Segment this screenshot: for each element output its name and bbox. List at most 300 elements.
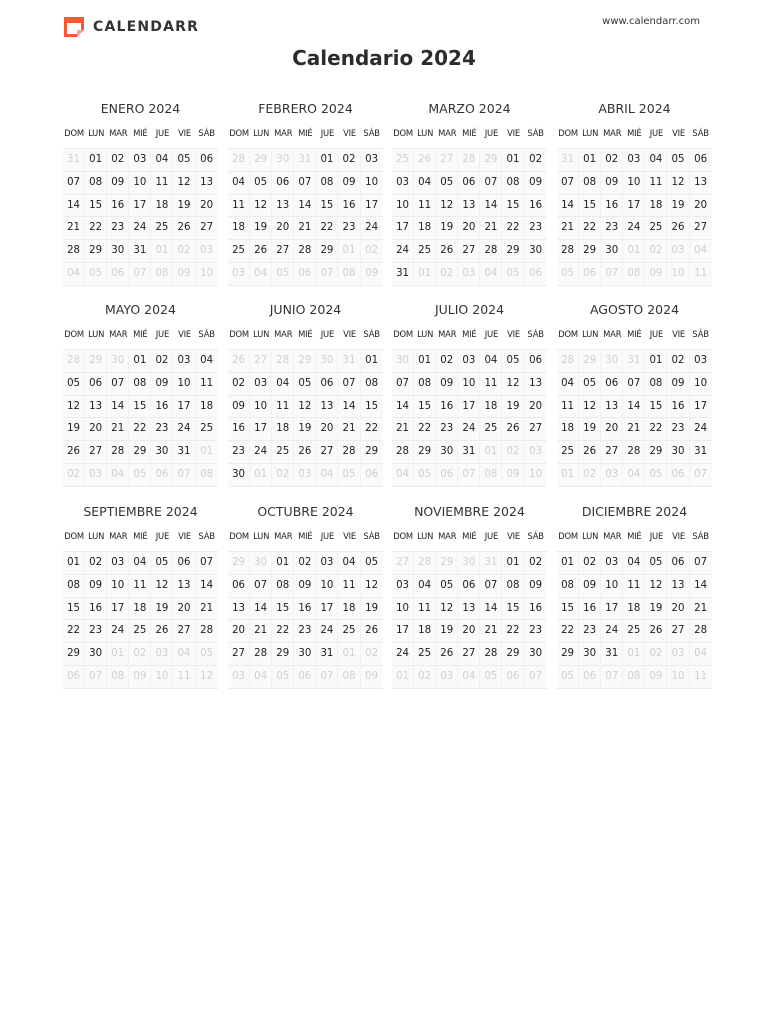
- adjacent-month-day: 31: [338, 350, 360, 372]
- week-row: [392, 373, 547, 396]
- day-cell: 13: [458, 598, 480, 620]
- day-cell: 22: [316, 217, 338, 239]
- day-cell: 08: [85, 172, 107, 194]
- website-url[interactable]: www.calendarr.com: [602, 16, 700, 27]
- adjacent-month-day: 03: [601, 464, 623, 486]
- day-cell: 12: [667, 172, 689, 194]
- adjacent-month-day: 04: [623, 464, 645, 486]
- adjacent-month-day: 29: [250, 149, 272, 171]
- day-cell: 25: [129, 620, 151, 642]
- day-cell: 03: [392, 172, 414, 194]
- day-cell: 25: [557, 441, 579, 463]
- day-cell: 21: [294, 217, 316, 239]
- week-row: [228, 195, 383, 218]
- day-cell: 30: [151, 441, 173, 463]
- day-cell: 30: [579, 643, 601, 665]
- day-cell: 07: [63, 172, 85, 194]
- day-cell: 03: [365, 154, 379, 165]
- adjacent-month-day: 07: [129, 263, 151, 285]
- week-row: [557, 240, 712, 263]
- week-row: [63, 464, 218, 487]
- adjacent-month-day: 07: [601, 666, 623, 688]
- adjacent-month-day: 09: [173, 263, 195, 285]
- day-cell: 30: [667, 441, 689, 463]
- day-cell: 22: [414, 418, 436, 440]
- week-row: [228, 240, 383, 263]
- weekday-label: SÁB: [527, 128, 544, 138]
- adjacent-month-day: 30: [458, 552, 480, 574]
- day-cell: 07: [338, 373, 360, 395]
- adjacent-month-day: 04: [392, 464, 414, 486]
- adjacent-month-day: 03: [228, 263, 250, 285]
- day-cell: 30: [294, 643, 316, 665]
- day-cell: 25: [200, 423, 214, 435]
- adjacent-month-day: 05: [414, 464, 436, 486]
- day-cell: 28: [557, 240, 579, 262]
- day-cell: 19: [173, 195, 195, 217]
- weekday-label: JUE: [155, 531, 170, 541]
- week-row: [392, 396, 547, 419]
- adjacent-month-day: 05: [272, 666, 294, 688]
- day-cell: 18: [272, 418, 294, 440]
- day-cell: 16: [579, 598, 601, 620]
- day-cell: 09: [85, 575, 107, 597]
- month-days: [228, 148, 383, 286]
- day-cell: 30: [85, 643, 107, 665]
- day-cell: 21: [480, 217, 502, 239]
- week-row: [63, 575, 218, 598]
- day-cell: 11: [151, 172, 173, 194]
- day-cell: 25: [228, 240, 250, 262]
- weekday-label: DOM: [393, 531, 413, 541]
- day-cell: 06: [173, 552, 195, 574]
- day-cell: 19: [579, 418, 601, 440]
- day-cell: 03: [601, 552, 623, 574]
- weekday-label: MIÉ: [298, 531, 313, 541]
- day-cell: 17: [694, 400, 708, 412]
- week-row: [392, 149, 547, 172]
- week-row: [228, 643, 383, 666]
- month-calendar: [557, 503, 712, 689]
- adjacent-month-day: 02: [414, 666, 436, 688]
- adjacent-month-day: 08: [338, 263, 360, 285]
- adjacent-month-day: 27: [250, 350, 272, 372]
- adjacent-month-day: 05: [129, 464, 151, 486]
- adjacent-month-day: 07: [694, 468, 708, 480]
- day-cell: 11: [228, 195, 250, 217]
- day-cell: 15: [129, 396, 151, 418]
- month-title: MAYO 2024: [105, 302, 176, 317]
- weekday-label: MAR: [603, 329, 622, 339]
- adjacent-month-day: 30: [316, 350, 338, 372]
- day-cell: 06: [200, 154, 214, 165]
- day-cell: 21: [107, 418, 129, 440]
- day-cell: 24: [601, 620, 623, 642]
- weekday-label: MIÉ: [627, 128, 642, 138]
- day-cell: 22: [85, 217, 107, 239]
- day-cell: 16: [436, 396, 458, 418]
- day-cell: 09: [579, 575, 601, 597]
- day-cell: 22: [645, 418, 667, 440]
- day-cell: 28: [623, 441, 645, 463]
- day-cell: 30: [601, 240, 623, 262]
- day-cell: 11: [338, 575, 360, 597]
- week-row: [392, 598, 547, 621]
- adjacent-month-day: 06: [529, 267, 543, 279]
- day-cell: 18: [480, 396, 502, 418]
- adjacent-month-day: 29: [480, 149, 502, 171]
- day-cell: 15: [502, 195, 524, 217]
- adjacent-month-day: 04: [63, 263, 85, 285]
- day-cell: 16: [529, 199, 543, 211]
- adjacent-month-day: 09: [365, 267, 379, 279]
- day-cell: 09: [529, 176, 543, 188]
- weekday-label: MAR: [438, 531, 457, 541]
- adjacent-month-day: 26: [228, 350, 250, 372]
- adjacent-month-day: 31: [480, 552, 502, 574]
- weekday-header: [63, 531, 218, 543]
- adjacent-month-day: 06: [151, 464, 173, 486]
- adjacent-month-day: 03: [151, 643, 173, 665]
- day-cell: 15: [414, 396, 436, 418]
- day-cell: 19: [502, 396, 524, 418]
- day-cell: 02: [85, 552, 107, 574]
- adjacent-month-day: 02: [645, 643, 667, 665]
- day-cell: 07: [694, 557, 708, 568]
- adjacent-month-day: 30: [272, 149, 294, 171]
- day-cell: 13: [85, 396, 107, 418]
- day-cell: 20: [601, 418, 623, 440]
- weekday-label: MAR: [438, 128, 457, 138]
- week-row: [392, 620, 547, 643]
- weekday-label: MAR: [603, 531, 622, 541]
- adjacent-month-day: 11: [694, 267, 708, 279]
- day-cell: 18: [338, 598, 360, 620]
- day-cell: 04: [338, 552, 360, 574]
- day-cell: 18: [151, 195, 173, 217]
- adjacent-month-day: 28: [414, 552, 436, 574]
- adjacent-month-day: 06: [436, 464, 458, 486]
- day-cell: 31: [129, 240, 151, 262]
- day-cell: 21: [392, 418, 414, 440]
- weekday-label: VIE: [672, 329, 685, 339]
- weekday-label: VIE: [178, 329, 191, 339]
- adjacent-month-day: 09: [645, 263, 667, 285]
- weekday-label: DOM: [229, 531, 249, 541]
- day-cell: 10: [694, 377, 708, 389]
- day-cell: 04: [129, 552, 151, 574]
- day-cell: 08: [272, 575, 294, 597]
- weekday-label: MAR: [109, 128, 128, 138]
- page-title: Calendario 2024: [292, 46, 476, 70]
- adjacent-month-day: 29: [228, 552, 250, 574]
- adjacent-month-day: 07: [316, 263, 338, 285]
- adjacent-month-day: 10: [200, 267, 214, 279]
- month-days: [392, 148, 547, 286]
- day-cell: 27: [85, 441, 107, 463]
- day-cell: 17: [250, 418, 272, 440]
- day-cell: 17: [392, 217, 414, 239]
- day-cell: 08: [557, 575, 579, 597]
- weekday-label: MIÉ: [133, 329, 148, 339]
- weekday-label: DOM: [64, 329, 84, 339]
- adjacent-month-day: 11: [694, 670, 708, 682]
- day-cell: 04: [623, 552, 645, 574]
- day-cell: 20: [316, 418, 338, 440]
- day-cell: 02: [529, 557, 543, 568]
- day-cell: 07: [200, 557, 214, 568]
- day-cell: 26: [151, 620, 173, 642]
- day-cell: 10: [173, 373, 195, 395]
- weekday-label: JUE: [484, 531, 499, 541]
- day-cell: 09: [338, 172, 360, 194]
- calendar-logo-icon: [63, 16, 85, 38]
- day-cell: 09: [151, 373, 173, 395]
- day-cell: 12: [645, 575, 667, 597]
- day-cell: 24: [129, 217, 151, 239]
- day-cell: 02: [294, 552, 316, 574]
- day-cell: 14: [392, 396, 414, 418]
- day-cell: 10: [250, 396, 272, 418]
- day-cell: 02: [151, 350, 173, 372]
- day-cell: 28: [392, 441, 414, 463]
- day-cell: 20: [458, 217, 480, 239]
- day-cell: 07: [107, 373, 129, 395]
- weekday-header: [228, 128, 383, 140]
- day-cell: 07: [294, 172, 316, 194]
- weekday-label: JUE: [155, 128, 170, 138]
- adjacent-month-day: 01: [557, 464, 579, 486]
- day-cell: 04: [557, 373, 579, 395]
- adjacent-month-day: 25: [392, 149, 414, 171]
- adjacent-month-day: 04: [694, 648, 708, 660]
- day-cell: 25: [414, 643, 436, 665]
- adjacent-month-day: 28: [228, 149, 250, 171]
- day-cell: 05: [436, 575, 458, 597]
- day-cell: 03: [392, 575, 414, 597]
- day-cell: 29: [63, 643, 85, 665]
- adjacent-month-day: 03: [228, 666, 250, 688]
- day-cell: 17: [173, 396, 195, 418]
- day-cell: 21: [623, 418, 645, 440]
- weekday-label: LUN: [582, 531, 599, 541]
- week-row: [557, 464, 712, 487]
- week-row: [392, 350, 547, 373]
- day-cell: 31: [392, 263, 414, 285]
- week-row: [228, 441, 383, 464]
- day-cell: 12: [365, 579, 379, 591]
- weekday-label: DOM: [64, 531, 84, 541]
- month-calendar: [63, 503, 218, 689]
- day-cell: 23: [294, 620, 316, 642]
- day-cell: 19: [294, 418, 316, 440]
- day-cell: 31: [694, 446, 708, 458]
- day-cell: 10: [129, 172, 151, 194]
- weekday-label: MIÉ: [298, 329, 313, 339]
- day-cell: 22: [579, 217, 601, 239]
- weekday-label: LUN: [88, 531, 105, 541]
- adjacent-month-day: 06: [365, 468, 379, 480]
- day-cell: 18: [228, 217, 250, 239]
- day-cell: 17: [316, 598, 338, 620]
- day-cell: 13: [173, 575, 195, 597]
- day-cell: 04: [414, 172, 436, 194]
- day-cell: 17: [129, 195, 151, 217]
- weekday-label: MIÉ: [627, 531, 642, 541]
- day-cell: 14: [200, 579, 214, 591]
- day-cell: 14: [557, 195, 579, 217]
- adjacent-month-day: 04: [250, 263, 272, 285]
- weekday-label: SÁB: [692, 531, 709, 541]
- adjacent-month-day: 31: [623, 350, 645, 372]
- weekday-label: JUE: [649, 329, 664, 339]
- day-cell: 19: [436, 620, 458, 642]
- day-cell: 29: [502, 643, 524, 665]
- day-cell: 24: [173, 418, 195, 440]
- brand-logo: [63, 16, 199, 38]
- adjacent-month-day: 30: [250, 552, 272, 574]
- day-cell: 08: [63, 575, 85, 597]
- week-row: [557, 149, 712, 172]
- day-cell: 28: [338, 441, 360, 463]
- adjacent-month-day: 30: [107, 350, 129, 372]
- weekday-header: [392, 531, 547, 543]
- day-cell: 19: [365, 602, 379, 614]
- weekday-label: MIÉ: [462, 329, 477, 339]
- month-calendar: [392, 503, 547, 689]
- day-cell: 02: [107, 149, 129, 171]
- week-row: [557, 418, 712, 441]
- day-cell: 08: [502, 575, 524, 597]
- weekday-header: [63, 128, 218, 140]
- adjacent-month-day: 01: [623, 643, 645, 665]
- week-row: [63, 240, 218, 263]
- weekday-label: MAR: [603, 128, 622, 138]
- adjacent-month-day: 05: [557, 666, 579, 688]
- day-cell: 28: [294, 240, 316, 262]
- weekday-label: LUN: [582, 128, 599, 138]
- weekday-label: VIE: [343, 329, 356, 339]
- day-cell: 03: [107, 552, 129, 574]
- week-row: [392, 464, 547, 487]
- day-cell: 06: [272, 172, 294, 194]
- day-cell: 27: [458, 240, 480, 262]
- day-cell: 04: [480, 350, 502, 372]
- day-cell: 25: [151, 217, 173, 239]
- day-cell: 23: [529, 222, 543, 234]
- day-cell: 29: [316, 240, 338, 262]
- weekday-label: MAR: [274, 329, 293, 339]
- day-cell: 28: [200, 625, 214, 637]
- day-cell: 07: [392, 373, 414, 395]
- weekday-label: DOM: [64, 128, 84, 138]
- week-row: [63, 350, 218, 373]
- adjacent-month-day: 09: [645, 666, 667, 688]
- month-title: DICIEMBRE 2024: [581, 504, 688, 519]
- day-cell: 04: [228, 172, 250, 194]
- day-cell: 06: [694, 154, 708, 165]
- day-cell: 20: [667, 598, 689, 620]
- weekday-header: [557, 128, 712, 140]
- day-cell: 01: [557, 552, 579, 574]
- week-row: [63, 620, 218, 643]
- weekday-label: MIÉ: [133, 128, 148, 138]
- day-cell: 24: [694, 423, 708, 435]
- day-cell: 01: [129, 350, 151, 372]
- day-cell: 16: [151, 396, 173, 418]
- day-cell: 02: [667, 350, 689, 372]
- day-cell: 15: [557, 598, 579, 620]
- day-cell: 11: [557, 396, 579, 418]
- week-row: [63, 441, 218, 464]
- adjacent-month-day: 26: [414, 149, 436, 171]
- week-row: [63, 598, 218, 621]
- week-row: [557, 598, 712, 621]
- day-cell: 17: [365, 199, 379, 211]
- day-cell: 15: [579, 195, 601, 217]
- day-cell: 16: [601, 195, 623, 217]
- week-row: [392, 666, 547, 689]
- adjacent-month-day: 02: [173, 240, 195, 262]
- day-cell: 15: [316, 195, 338, 217]
- adjacent-month-day: 28: [557, 350, 579, 372]
- weekday-header: [557, 531, 712, 543]
- adjacent-month-day: 07: [85, 666, 107, 688]
- weekday-label: DOM: [229, 329, 249, 339]
- weekday-label: MIÉ: [462, 128, 477, 138]
- day-cell: 01: [316, 149, 338, 171]
- weekday-label: DOM: [393, 329, 413, 339]
- week-row: [228, 598, 383, 621]
- day-cell: 10: [623, 172, 645, 194]
- day-cell: 12: [294, 396, 316, 418]
- day-cell: 05: [645, 552, 667, 574]
- day-cell: 26: [579, 441, 601, 463]
- adjacent-month-day: 02: [502, 441, 524, 463]
- week-row: [228, 552, 383, 575]
- day-cell: 12: [173, 172, 195, 194]
- day-cell: 29: [502, 240, 524, 262]
- day-cell: 15: [502, 598, 524, 620]
- day-cell: 07: [480, 575, 502, 597]
- day-cell: 02: [338, 149, 360, 171]
- month-calendar: [228, 301, 383, 487]
- day-cell: 11: [645, 172, 667, 194]
- day-cell: 18: [645, 195, 667, 217]
- day-cell: 05: [63, 373, 85, 395]
- day-cell: 06: [458, 575, 480, 597]
- month-calendar: [228, 100, 383, 286]
- day-cell: 27: [228, 643, 250, 665]
- week-row: [392, 441, 547, 464]
- day-cell: 01: [272, 552, 294, 574]
- month-title: AGOSTO 2024: [589, 302, 680, 317]
- day-cell: 04: [151, 149, 173, 171]
- week-row: [228, 666, 383, 689]
- adjacent-month-day: 02: [436, 263, 458, 285]
- day-cell: 13: [694, 176, 708, 188]
- day-cell: 23: [579, 620, 601, 642]
- day-cell: 06: [316, 373, 338, 395]
- weekday-label: MIÉ: [298, 128, 313, 138]
- day-cell: 25: [338, 620, 360, 642]
- month-calendar: [63, 100, 218, 286]
- day-cell: 29: [579, 240, 601, 262]
- day-cell: 03: [316, 552, 338, 574]
- week-row: [557, 373, 712, 396]
- day-cell: 20: [200, 199, 214, 211]
- adjacent-month-day: 06: [294, 666, 316, 688]
